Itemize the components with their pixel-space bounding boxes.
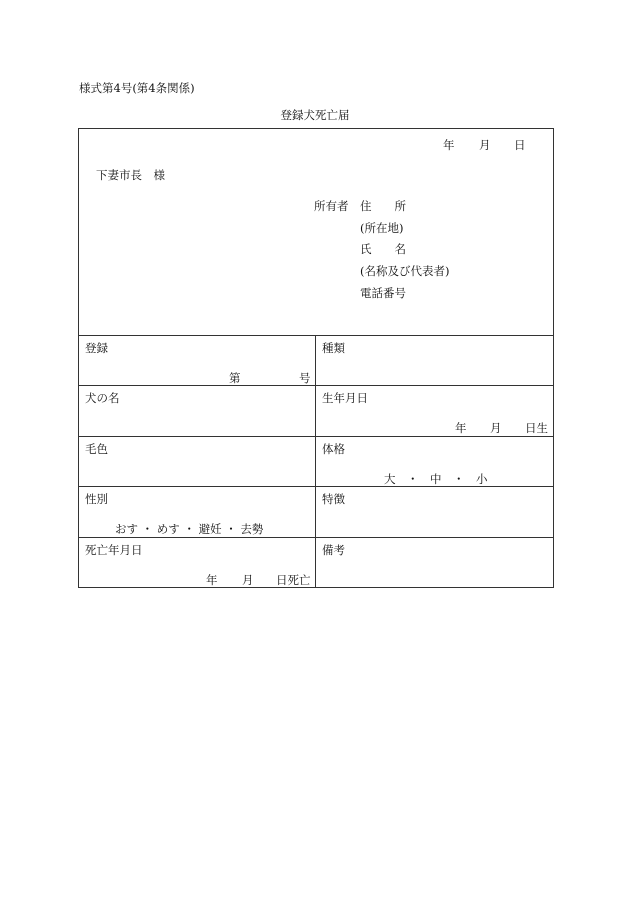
registration-dai: 第	[229, 371, 241, 385]
location-label: (所在地)	[360, 221, 404, 235]
owner-name-label: 氏 名	[360, 242, 406, 256]
registration-label: 登録	[85, 341, 108, 355]
birth-day: 日生	[525, 421, 548, 435]
sex-options: おす ・ めす ・ 避妊 ・ 去勢	[115, 522, 264, 536]
addressee: 下妻市長 様	[96, 168, 165, 182]
coat-color-label: 毛色	[85, 442, 108, 456]
form-frame	[78, 128, 554, 588]
birth-month: 月	[490, 421, 502, 435]
death-year: 年	[206, 573, 218, 587]
form-title: 登録犬死亡届	[280, 108, 350, 122]
column-divider	[315, 335, 316, 587]
death-day: 日死亡	[276, 573, 311, 587]
dog-name-label: 犬の名	[85, 391, 120, 405]
form-number: 様式第4号(第4条関係)	[79, 81, 195, 95]
owner-label: 所有者	[314, 199, 349, 213]
date-day-label: 日	[514, 138, 526, 152]
divider	[79, 436, 553, 437]
phone-label: 電話番号	[360, 286, 406, 300]
corp-name-label: (名称及び代表者)	[360, 264, 450, 278]
sex-label: 性別	[85, 492, 108, 506]
divider	[79, 385, 553, 386]
death-month: 月	[242, 573, 254, 587]
birth-year: 年	[455, 421, 467, 435]
features-label: 特徴	[322, 492, 345, 506]
birth-date-label: 生年月日	[322, 391, 368, 405]
date-year-label: 年	[443, 138, 455, 152]
death-date-label: 死亡年月日	[85, 543, 143, 557]
address-label: 住 所	[360, 199, 406, 213]
size-label: 体格	[322, 442, 345, 456]
divider	[79, 335, 553, 336]
breed-label: 種類	[322, 341, 345, 355]
registration-go: 号	[299, 371, 311, 385]
size-options: 大 ・ 中 ・ 小	[384, 472, 488, 486]
remarks-label: 備考	[322, 543, 345, 557]
divider	[79, 537, 553, 538]
date-month-label: 月	[479, 138, 491, 152]
